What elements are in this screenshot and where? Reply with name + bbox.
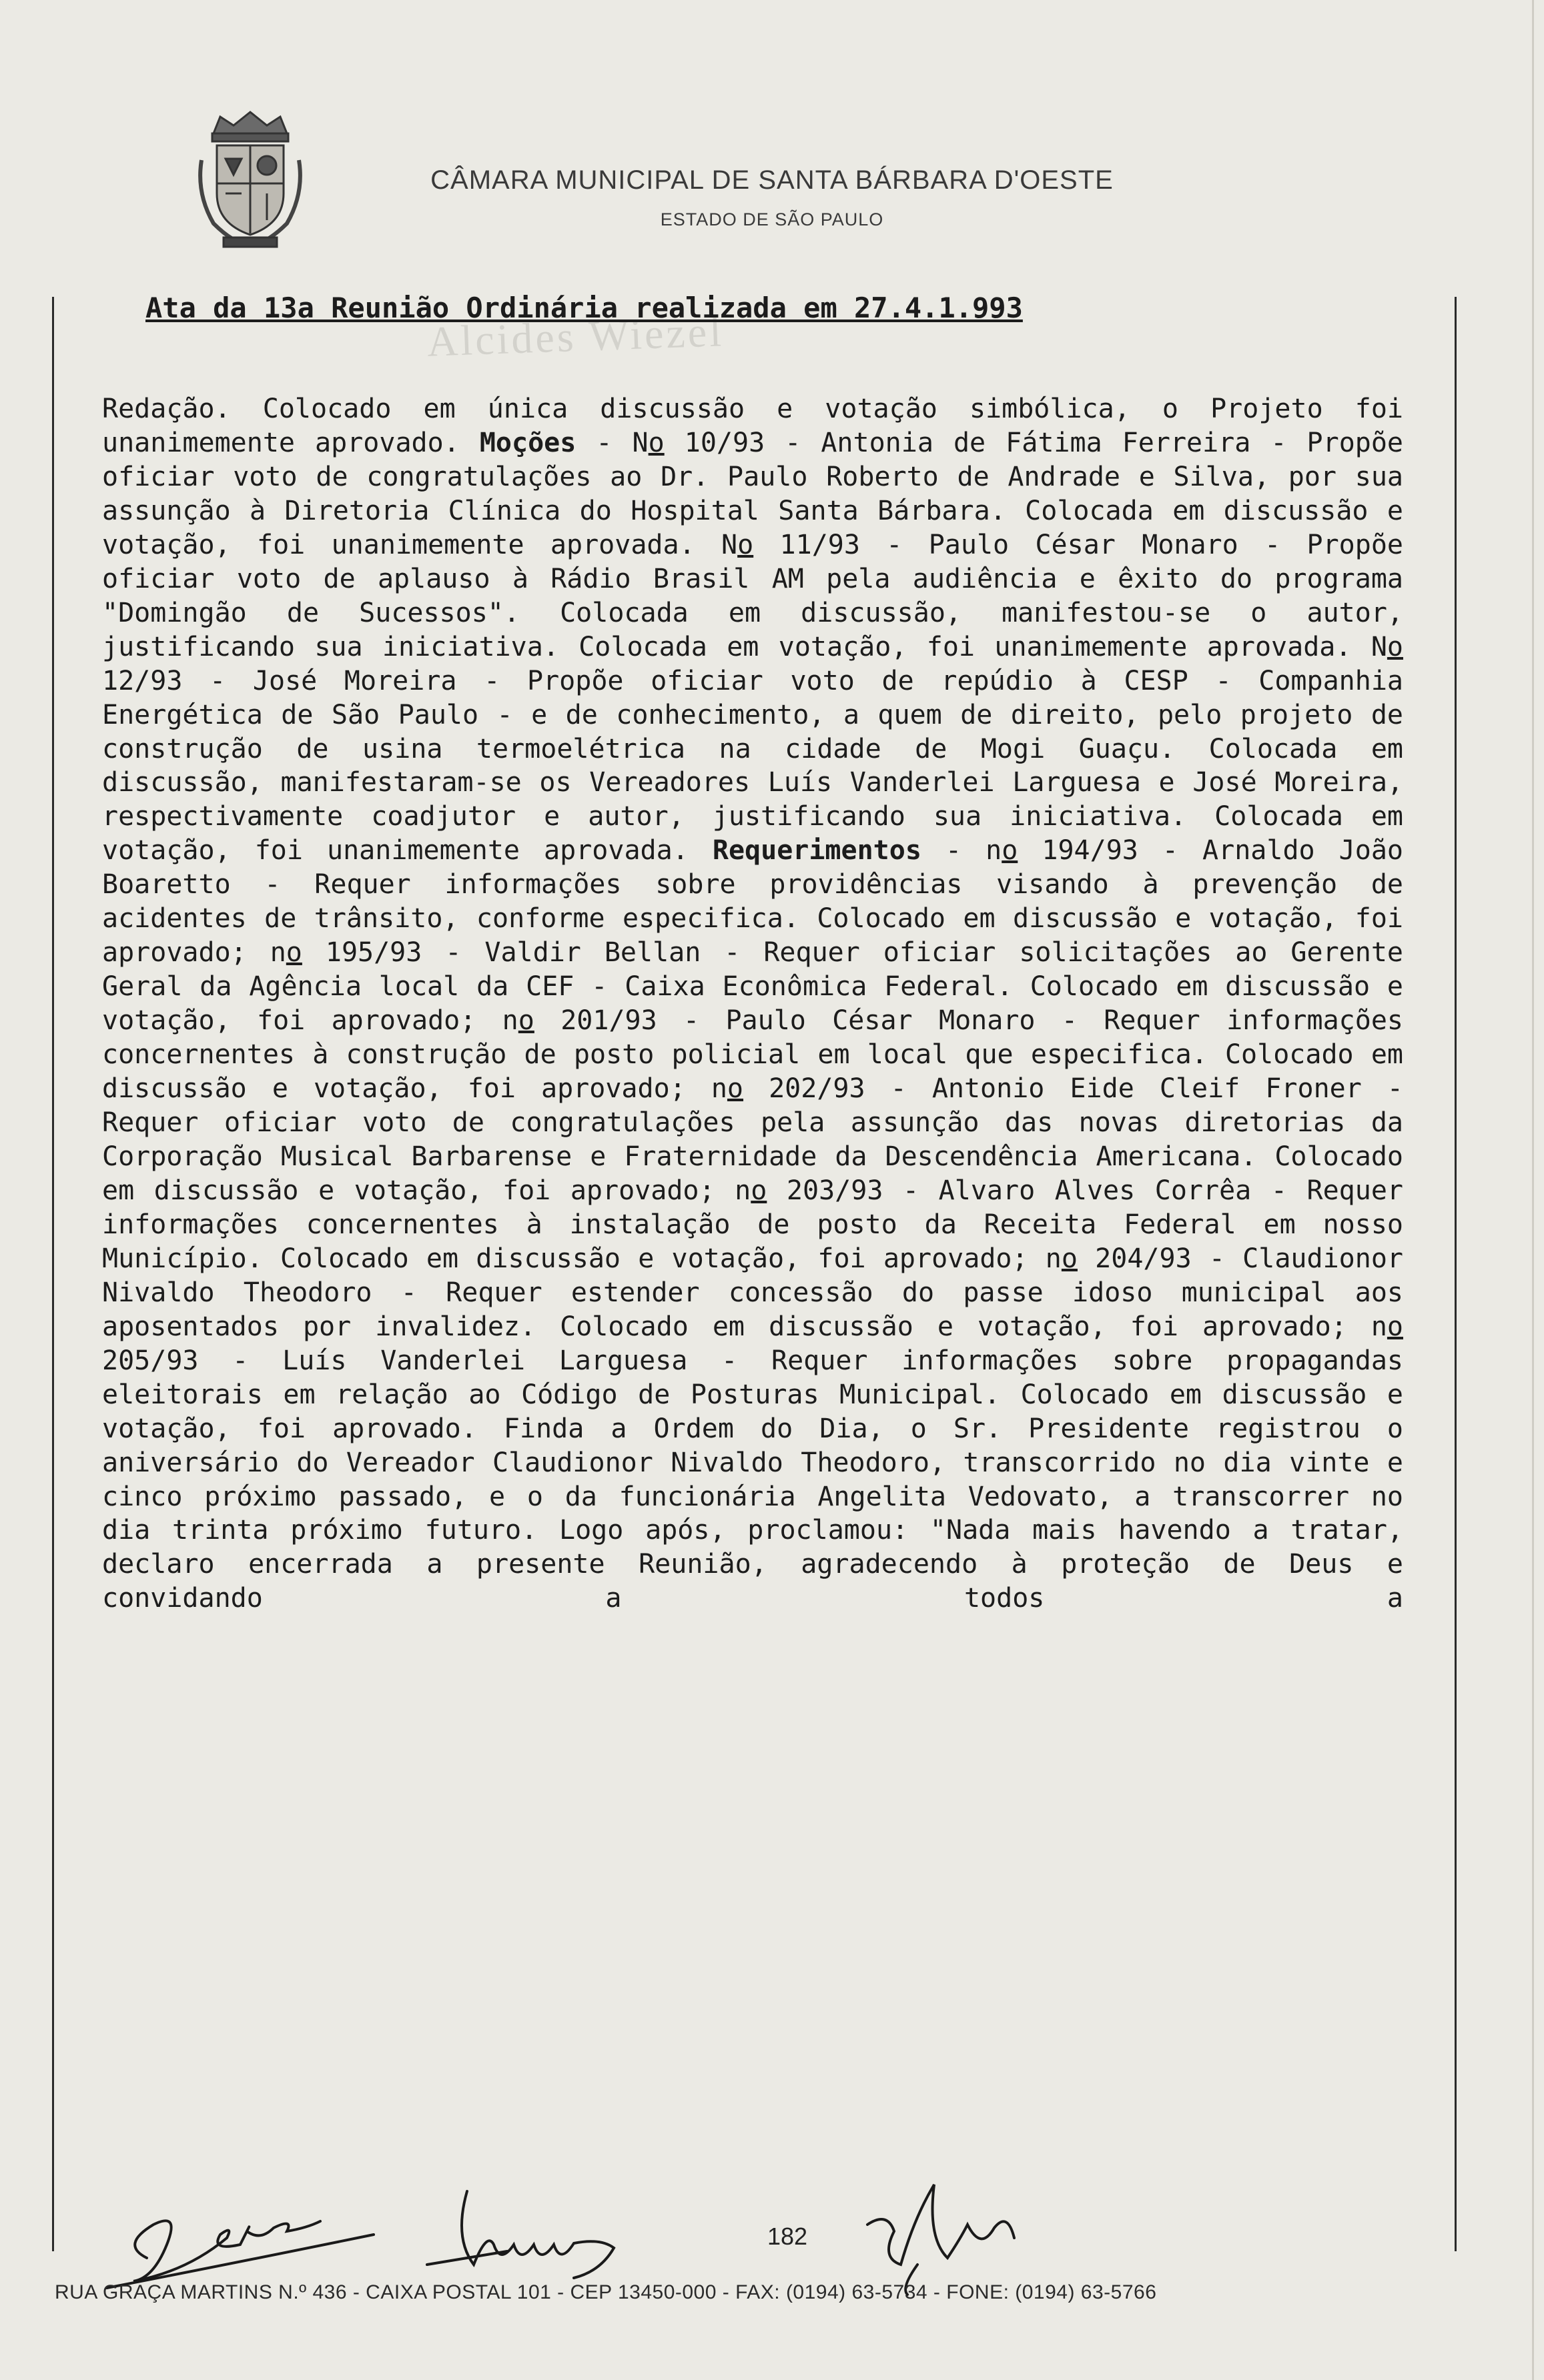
body-text-run: 201/93 - Paulo César Monaro - Requer informações concernentes à construção de posto policial em local que especifica. Colocado em discussão e votação, foi aprovado; n [102,1005,1403,1105]
page-number: 182 [767,2223,808,2250]
section-heading: Requerimentos [712,835,921,866]
body-text-run: 11/93 - Paulo César Monaro - Propõe oficiar voto de aplauso à Rádio Brasil AM pela audiência e êxito do programa "Domingão de Sucessos". Colocada em discussão, manifestou-se o autor, justificando sua iniciativa. Colocada em votação, foi unanimemente aprovada. N [102,529,1403,662]
page-edge [1532,0,1534,2380]
body-text-run: 195/93 - Valdir Bellan - Requer oficiar solicitações ao Gerente Geral da Agência local da CEF - Caixa Econômica Federal. Colocado em discussão e votação, foi aprovado; n [102,937,1404,1037]
body-text-run: 204/93 - Claudionor Nivaldo Theodoro - Requer estender concessão do passe idoso municipal aos aposentados por invalidez. Colocado em discussão e votação, foi aprovado; n [102,1243,1403,1342]
letterhead-title: CÂMARA MUNICIPAL DE SANTA BÁRBARA D'OESTE [430,165,1114,195]
body-text-run: - n [921,835,1002,866]
minutes-body-text [102,392,1403,1616]
ordinal-mark: o [1002,835,1018,866]
body-text-run: - N [576,427,649,458]
ordinal-mark: o [1387,631,1403,662]
body-text-run: 202/93 - Antonio Eide Cleif Froner - Requer oficiar voto de congratulações pela assunção das novas diretorias da Corporação Musical Barbarense e Fraternidade da Descendência Americana. Colocado em discussão e votação, foi aprovado; n [102,1073,1403,1206]
letterhead-subtitle: ESTADO DE SÃO PAULO [660,209,884,229]
minutes-title: Ata da 13a Reunião Ordinária realizada em 27.4.1.993 [145,291,1023,324]
body-text-run: 203/93 - Alvaro Alves Corrêa - Requer informações concernentes à instalação de posto da Receita Federal em nosso Município. Colocado em discussão e votação, foi aprovado; n [102,1175,1404,1274]
ordinal-mark: o [518,1005,534,1037]
footer-address: RUA GRAÇA MARTINS N.º 436 - CAIXA POSTAL 101 - CEP 13450-000 - FAX: (0194) 63-5734 - FONE: (0194) 63-5766 [55,2281,1157,2303]
ordinal-mark: o [751,1175,767,1206]
body-text-run: 205/93 - Luís Vanderlei Larguesa - Requer informações sobre propagandas eleitorais em relação ao Código de Posturas Municipal. Colocado em discussão e votação, foi aprovado. Finda a Ordem do Dia, o Sr. Presidente registrou o aniversário do Vereador Claudionor Nivaldo Theodoro, transcorrido no dia vinte e cinco próximo passado, e o da funcionária Angelita Vedovato, a transcorrer no dia trinta próximo futuro. Logo após, proclamou: "Nada mais havendo a tratar, declaro encerrada a presente Reunião, agradecendo à proteção de Deus e convidando a todos a [102,1345,1403,1614]
body-text-run: 10/93 - Antonia de Fátima Ferreira - Propõe oficiar voto de congratulações ao Dr. Paulo Roberto de Andrade e Silva, por sua assunção à Diretoria Clínica do Hospital Santa Bárbara. Colocada em discussão e votação, foi unanimemente aprovada. N [102,427,1404,560]
stamp-watermark: Alcides Wiezel [426,308,725,366]
ordinal-mark: o [648,427,665,458]
ordinal-mark: o [737,529,754,560]
body-text-run: 12/93 - José Moreira - Propõe oficiar voto de repúdio à CESP - Companhia Energética de São Paulo - e de conhecimento, a quem de direito, pelo projeto de construção de usina termoelétrica na cidade de Mogi Guaçu. Colocada em discussão, manifestaram-se os Vereadores Luís Vanderlei Larguesa e José Moreira, respectivamente coadjutor e autor, justificando sua iniciativa. Colocada em votação, foi unanimemente aprovada. [102,665,1403,866]
ordinal-mark: o [1061,1243,1078,1274]
handwritten-signatures [93,2165,1094,2298]
ordinal-mark: o [286,937,302,969]
ordinal-mark: o [727,1073,744,1105]
ordinal-mark: o [1387,1311,1403,1342]
section-heading: Moções [479,427,576,458]
margin-line-left [52,297,54,2251]
margin-line-right [1455,297,1457,2251]
body-text-run: Redação. Colocado em única discussão e votação simbólica, o Projeto foi unanimemente aprovado. [102,394,1403,458]
body-text-run: 194/93 - Arnaldo João Boaretto - Requer informações sobre providências visando à prevenção de acidentes de trânsito, conforme especifica. Colocado em discussão e votação, foi aprovado; n [102,835,1404,969]
